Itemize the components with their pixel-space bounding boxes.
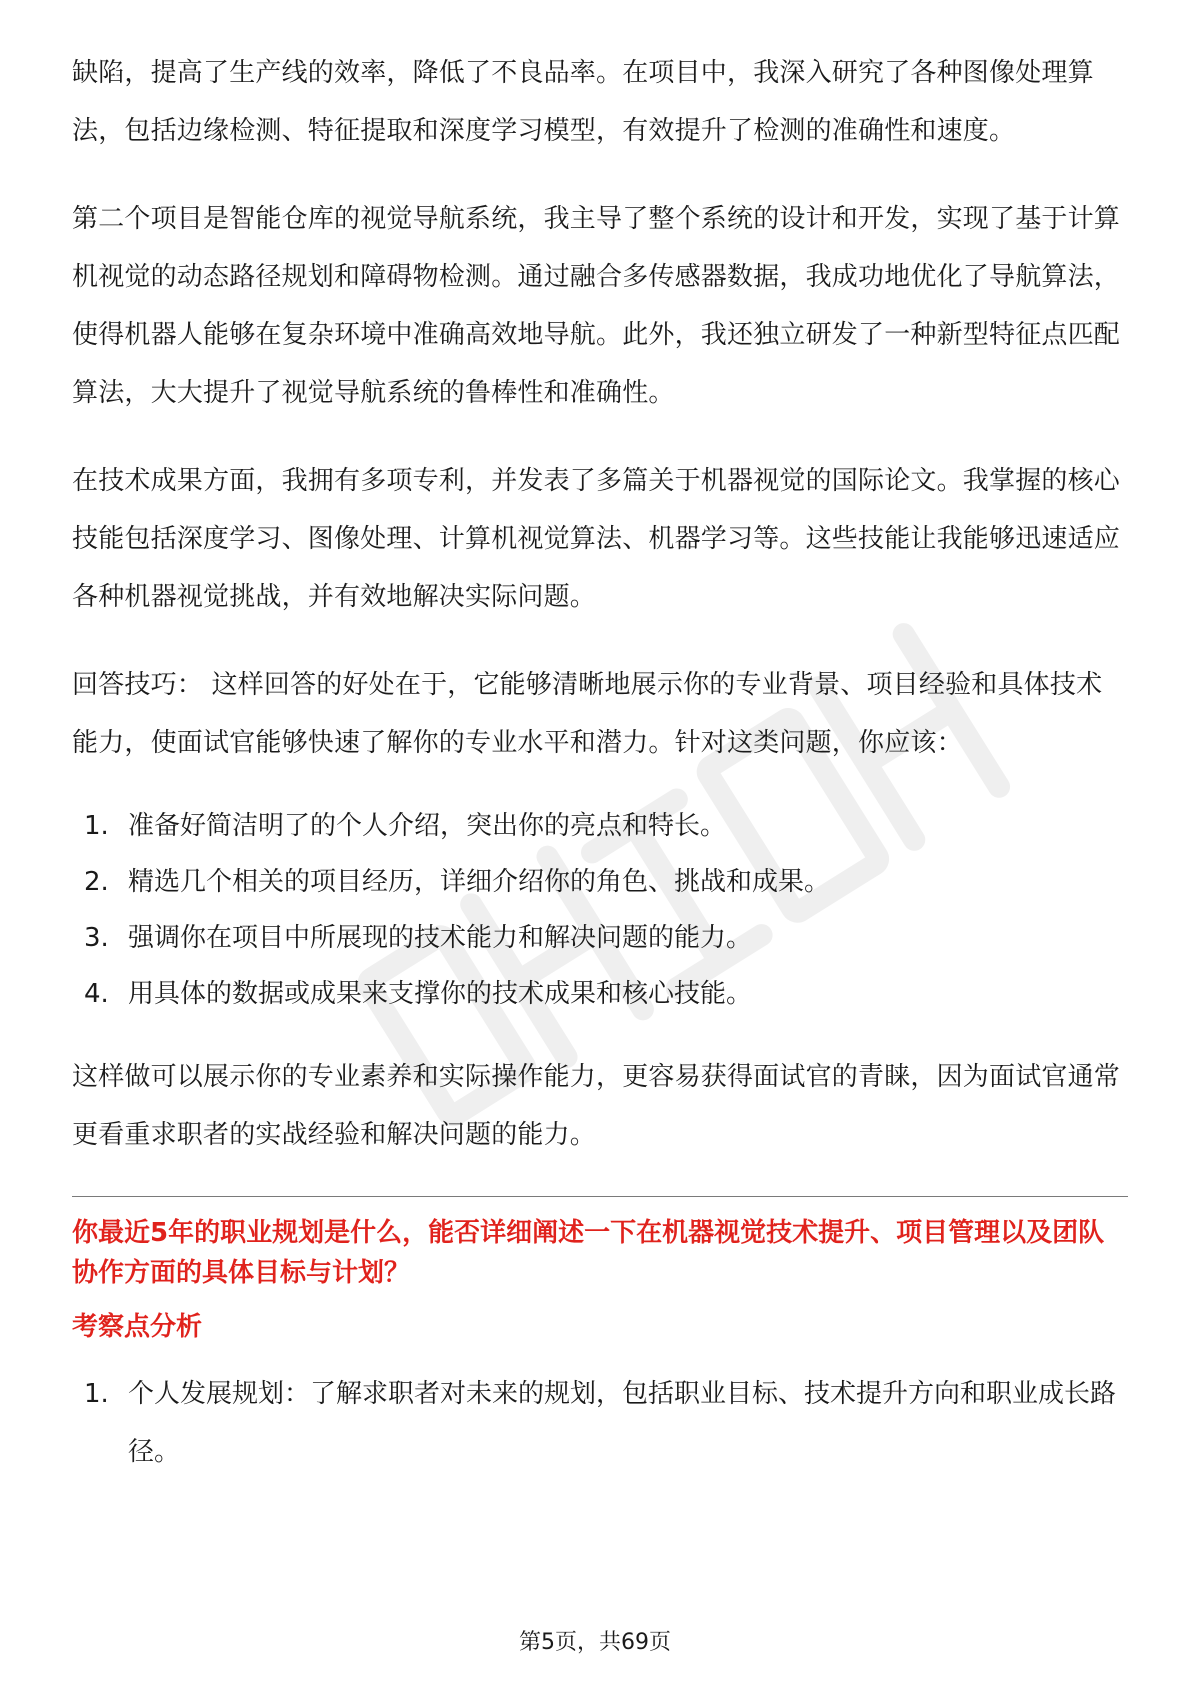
tips-list	[72, 798, 1128, 1022]
list-item-text: 精选几个相关的项目经历，详细介绍你的角色、挑战和成果。	[128, 867, 831, 897]
list-item-number: 2.	[84, 867, 109, 897]
list-item	[72, 798, 1128, 854]
analysis-points-list	[72, 1365, 1128, 1481]
list-item	[72, 966, 1128, 1022]
list-item-number: 3.	[84, 923, 109, 953]
list-item	[72, 1365, 1128, 1481]
list-item-text: 强调你在项目中所展现的技术能力和解决问题的能力。	[128, 923, 753, 953]
list-item-number: 4.	[84, 979, 109, 1009]
paragraph-project-summary: 缺陷，提高了生产线的效率，降低了不良品率。在项目中，我深入研究了各种图像处理算法，包括边缘检测、特征提取和深度学习模型，有效提升了检测的准确性和速度。	[72, 58, 1094, 146]
page-footer: 第5页，共69页	[519, 1630, 671, 1655]
list-item-number: 1.	[84, 1379, 109, 1409]
paragraph-conclusion: 这样做可以展示你的专业素养和实际操作能力，更容易获得面试官的青睐，因为面试官通常更看重求职者的实战经验和解决问题的能力。	[72, 1062, 1121, 1150]
list-item-text: 个人发展规划：了解求职者对未来的规划，包括职业目标、技术提升方向和职业成长路径。	[128, 1379, 1117, 1467]
paragraph-answer-tips: 回答技巧： 这样回答的好处在于，它能够清晰地展示你的专业背景、项目经验和具体技术能力，使面试官能够快速了解你的专业水平和潜力。针对这类问题，你应该：	[72, 670, 1103, 758]
question-heading: 你最近5年的职业规划是什么，能否详细阐述一下在机器视觉技术提升、项目管理以及团队协作方面的具体目标与计划？	[72, 1218, 1105, 1288]
paragraph-second-project: 第二个项目是智能仓库的视觉导航系统，我主导了整个系统的设计和开发，实现了基于计算机视觉的动态路径规划和障碍物检测。通过融合多传感器数据，我成功地优化了导航算法，使得机器人能够在复杂环境中准确高效地导航。此外，我还独立研发了一种新型特征点匹配算法，大大提升了视觉导航系统的鲁棒性和准确性。	[72, 204, 1121, 408]
list-item-text: 准备好简洁明了的个人介绍，突出你的亮点和特长。	[128, 811, 727, 841]
analysis-subheading: 考察点分析	[72, 1312, 203, 1342]
list-item-number: 1.	[84, 811, 109, 841]
paragraph-technical-achievements: 在技术成果方面，我拥有多项专利，并发表了多篇关于机器视觉的国际论文。我掌握的核心技能包括深度学习、图像处理、计算机视觉算法、机器学习等。这些技能让我能够迅速适应各种机器视觉挑战，并有效地解决实际问题。	[72, 466, 1121, 612]
list-item	[72, 854, 1128, 910]
document-body	[72, 44, 1128, 1481]
list-item-text: 用具体的数据或成果来支撑你的技术成果和核心技能。	[128, 979, 753, 1009]
list-item	[72, 910, 1128, 966]
